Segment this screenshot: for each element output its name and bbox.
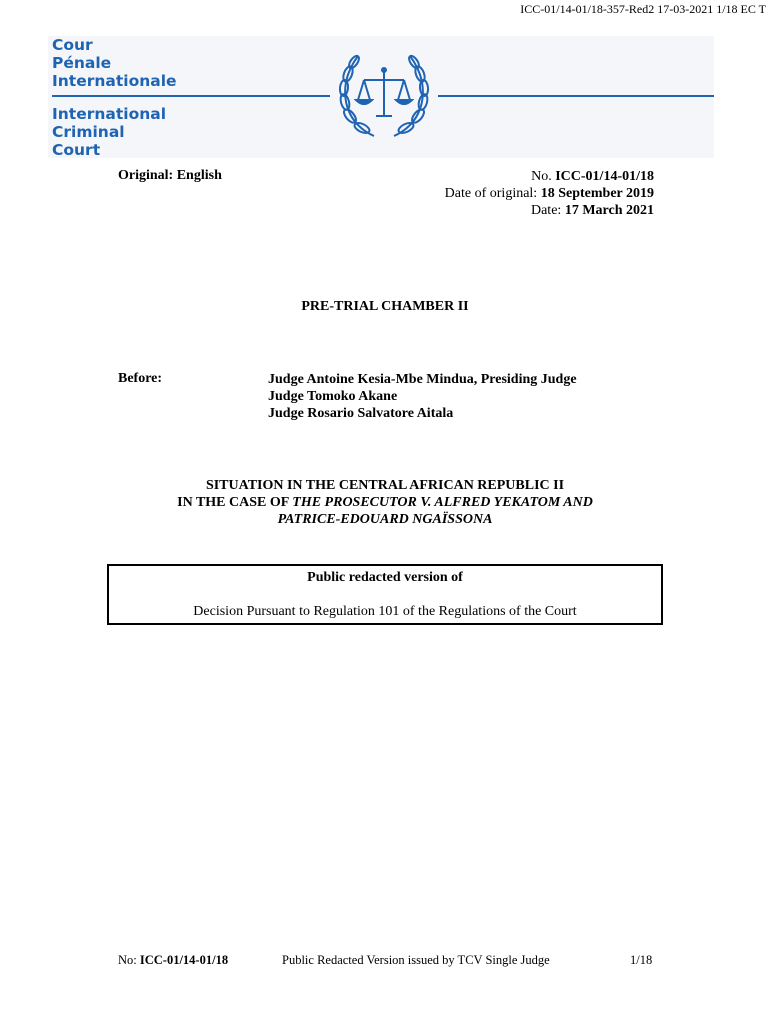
footer-version-note: Public Redacted Version issued by TCV Single Judge	[282, 953, 550, 967]
box-subtitle: Decision Pursuant to Regulation 101 of the Regulations of the Court	[193, 604, 577, 619]
date-original-line	[445, 185, 654, 202]
scales-of-justice-laurel-icon	[334, 46, 434, 142]
case-number-value: ICC-01/14-01/18	[555, 169, 654, 184]
logo-en-line2: Criminal	[52, 123, 125, 141]
document-metadata	[445, 168, 654, 219]
logo-divider-right	[438, 95, 714, 97]
case-prefix: IN THE CASE OF	[177, 495, 293, 510]
judge-item: Judge Rosario Salvatore Aitala	[268, 406, 454, 421]
icc-logo-header	[48, 36, 714, 158]
case-number-label: No.	[531, 169, 556, 184]
date-value: 17 March 2021	[564, 203, 654, 218]
case-line	[0, 494, 770, 511]
logo-french-name	[52, 36, 177, 90]
case-title-part2: PATRICE-EDOUARD NGAÏSSONA	[277, 512, 493, 527]
before-label: Before:	[118, 371, 163, 386]
footer-no-value: ICC-01/14-01/18	[139, 953, 229, 967]
case-line-2	[0, 511, 770, 528]
date-original-value: 18 September 2019	[540, 186, 654, 201]
footer-page-number: 1/18	[630, 953, 653, 967]
situation-heading	[0, 477, 770, 528]
footer-case-number	[118, 953, 228, 968]
judge-item: Judge Antoine Kesia-Mbe Mindua, Presiding Judge	[268, 372, 577, 387]
situation-line: SITUATION IN THE CENTRAL AFRICAN REPUBLIC II	[205, 478, 565, 493]
logo-fr-line1: Cour	[52, 36, 93, 54]
document-title-box	[107, 564, 663, 625]
original-language: Original: English	[118, 168, 222, 183]
date-line	[445, 202, 654, 219]
box-title: Public redacted version of	[307, 570, 463, 585]
logo-en-line1: International	[52, 105, 167, 123]
case-number-line	[445, 168, 654, 185]
logo-en-line3: Court	[52, 141, 101, 159]
judges-list	[268, 371, 577, 422]
logo-fr-line2: Pénale	[52, 54, 112, 72]
logo-fr-line3: Internationale	[52, 72, 177, 90]
date-label: Date:	[530, 203, 565, 218]
chamber-title: PRE-TRIAL CHAMBER II	[301, 299, 469, 314]
footer-no-label: No:	[118, 953, 140, 967]
logo-divider-left	[52, 95, 330, 97]
document-stamp: ICC-01/14-01/18-357-Red2 17-03-2021 1/18 EC T	[520, 2, 766, 16]
case-title-part1: THE PROSECUTOR V. ALFRED YEKATOM AND	[292, 495, 593, 510]
date-original-label: Date of original:	[444, 186, 541, 201]
judge-item: Judge Tomoko Akane	[268, 389, 398, 404]
logo-english-name	[52, 105, 166, 159]
